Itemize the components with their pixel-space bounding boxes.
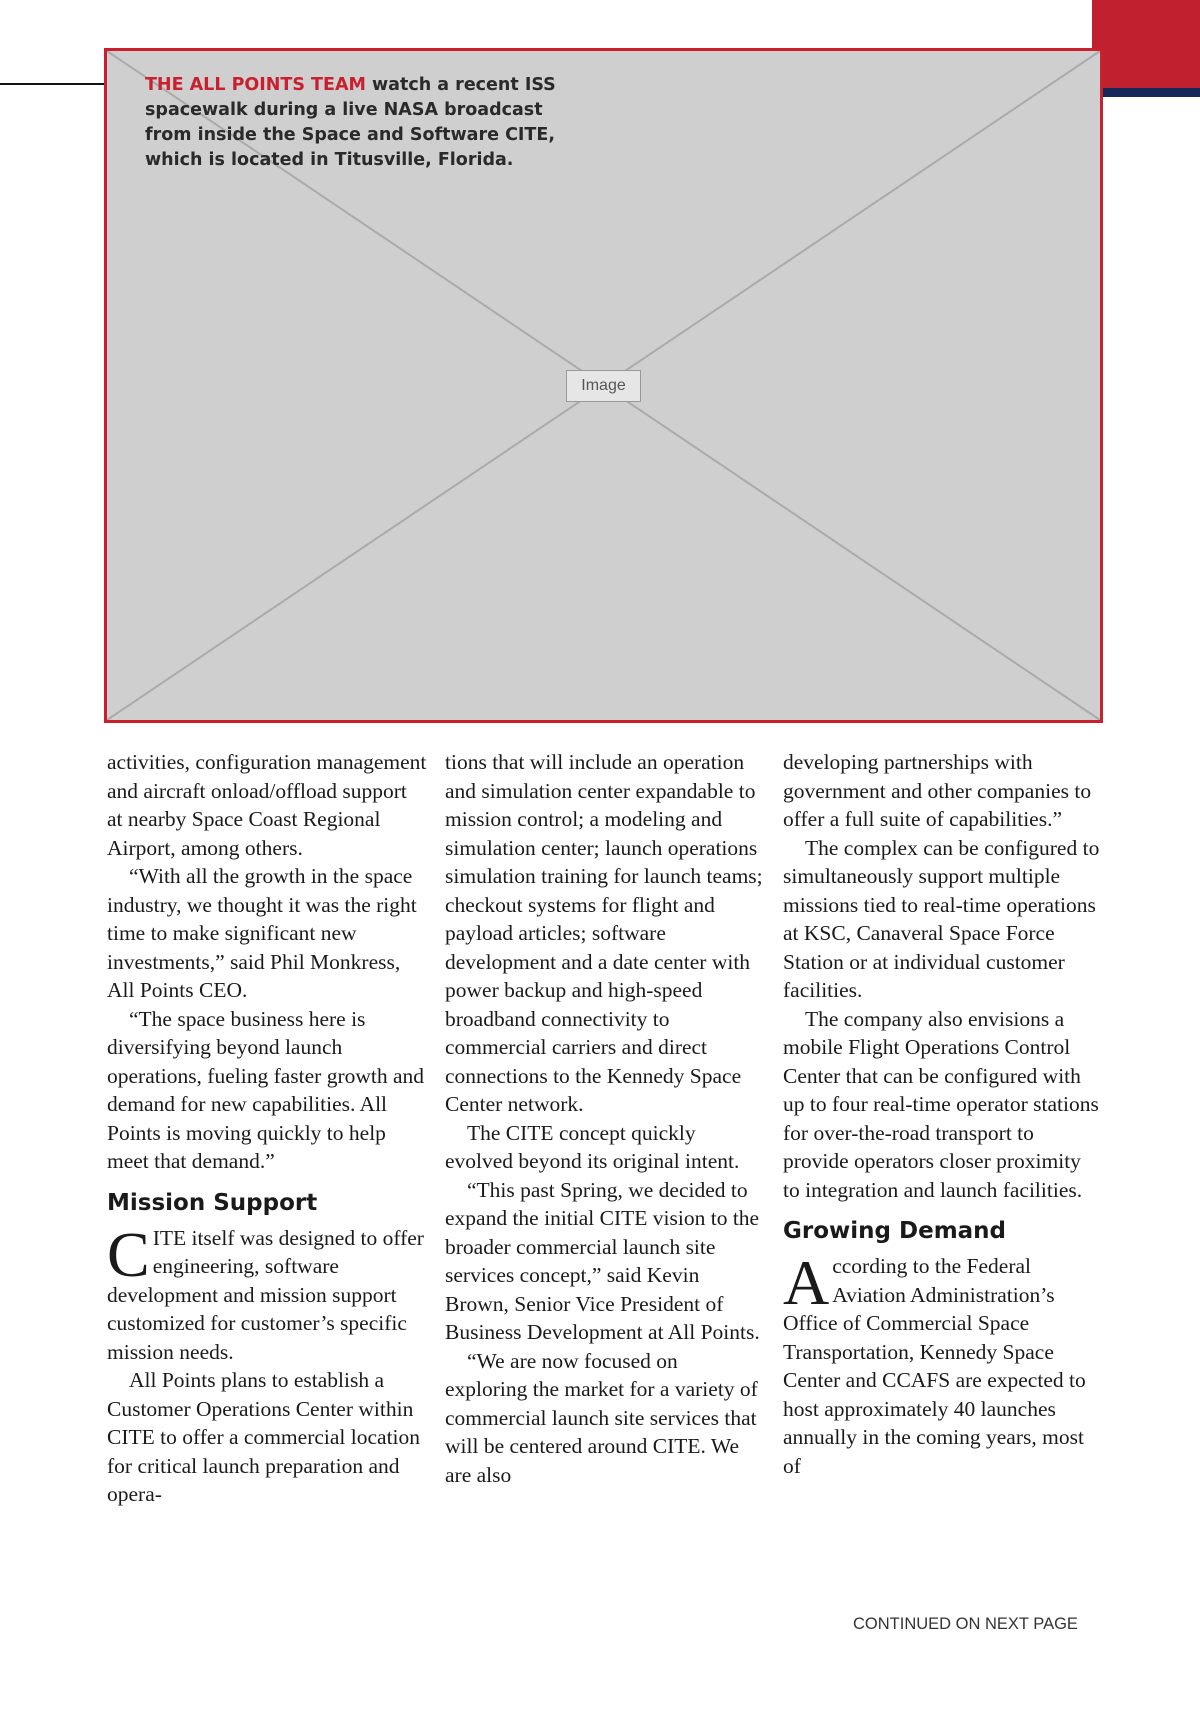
paragraph: tions that will include an operation and simulation center expandable to mission control; a modeling and simulation center; launch operations simulation training for launch teams; checkout systems for flight and payload articles; software development and a date center with power backup and high-speed broadband connectivity to commercial carriers and direct connections to the Kennedy Space Center network.: [445, 750, 763, 1116]
header-rule: [0, 83, 106, 85]
corner-accent-navy: [1092, 88, 1200, 97]
article-column-2: [445, 748, 765, 1489]
paragraph: The CITE concept quickly evolved beyond its original intent.: [445, 1120, 740, 1173]
paragraph-text: ccording to the Federal Aviation Administration’s Office of Commercial Space Transportation, Kennedy Space Center and CCAFS are expected to host approximately 40 launches annually in the coming years, most of: [783, 1254, 1086, 1478]
paragraph: “We are now focused on exploring the market for a variety of commercial launch site services that will be centered around CITE. We are also: [445, 1348, 758, 1487]
paragraph: The complex can be configured to simultaneously support multiple missions tied to real-time operations at KSC, Canaveral Space Force Station or at individual customer facilities.: [783, 835, 1100, 1002]
paragraph: “The space business here is diversifying beyond launch operations, fueling faster growth and demand for new capabilities. All Points is moving quickly to help meet that demand.”: [107, 1006, 425, 1173]
article-photo: [104, 48, 1103, 723]
corner-accent-red: [1092, 0, 1200, 88]
paragraph-text: ITE itself was designed to offer engineering, software development and mission support customized for customer’s specific mission needs.: [107, 1225, 424, 1364]
dropcap: C: [107, 1218, 150, 1290]
photo-placeholder-label: Image: [566, 370, 640, 402]
paragraph: “This past Spring, we decided to expand the initial CITE vision to the broader commercial launch site services concept,” said Kevin Brown, Senior Vice President of Business Development at All Points.: [445, 1177, 760, 1344]
paragraph: activities, configuration management and aircraft onload/offload support at nearby Space Coast Regional Airport, among others.: [107, 750, 427, 860]
photo-caption: [145, 73, 575, 173]
article-column-3: [783, 748, 1103, 1480]
section-heading-mission-support: Mission Support: [107, 1189, 318, 1216]
dropcap: A: [783, 1247, 830, 1318]
article-column-1: [107, 748, 427, 1509]
paragraph-with-dropcap: [783, 1247, 1103, 1480]
paragraph-with-dropcap: [107, 1218, 427, 1367]
paragraph: developing partnerships with government and other companies to offer a full suite of capabilities.”: [783, 750, 1092, 831]
caption-lead: THE ALL POINTS TEAM: [145, 75, 366, 95]
paragraph: “With all the growth in the space industry, we thought it was the right time to make significant new investments,” said Phil Monkress, All Points CEO.: [107, 864, 417, 1002]
paragraph: All Points plans to establish a Customer Operations Center within CITE to offer a commercial location for critical launch preparation and opera-: [107, 1368, 421, 1506]
paragraph: The company also envisions a mobile Flight Operations Control Center that can be configured with up to four real-time operator stations for over-the-road transport to provide operators closer proximity to integration and launch facilities.: [783, 1006, 1099, 1202]
continued-on-next-page: CONTINUED ON NEXT PAGE: [853, 1615, 1078, 1633]
caption-text: watch a recent ISS spacewalk during a live NASA broadcast from inside the Space and Software CITE, which is located in Titusville, Florida.: [145, 75, 556, 170]
section-heading-growing-demand: Growing Demand: [783, 1218, 1007, 1244]
